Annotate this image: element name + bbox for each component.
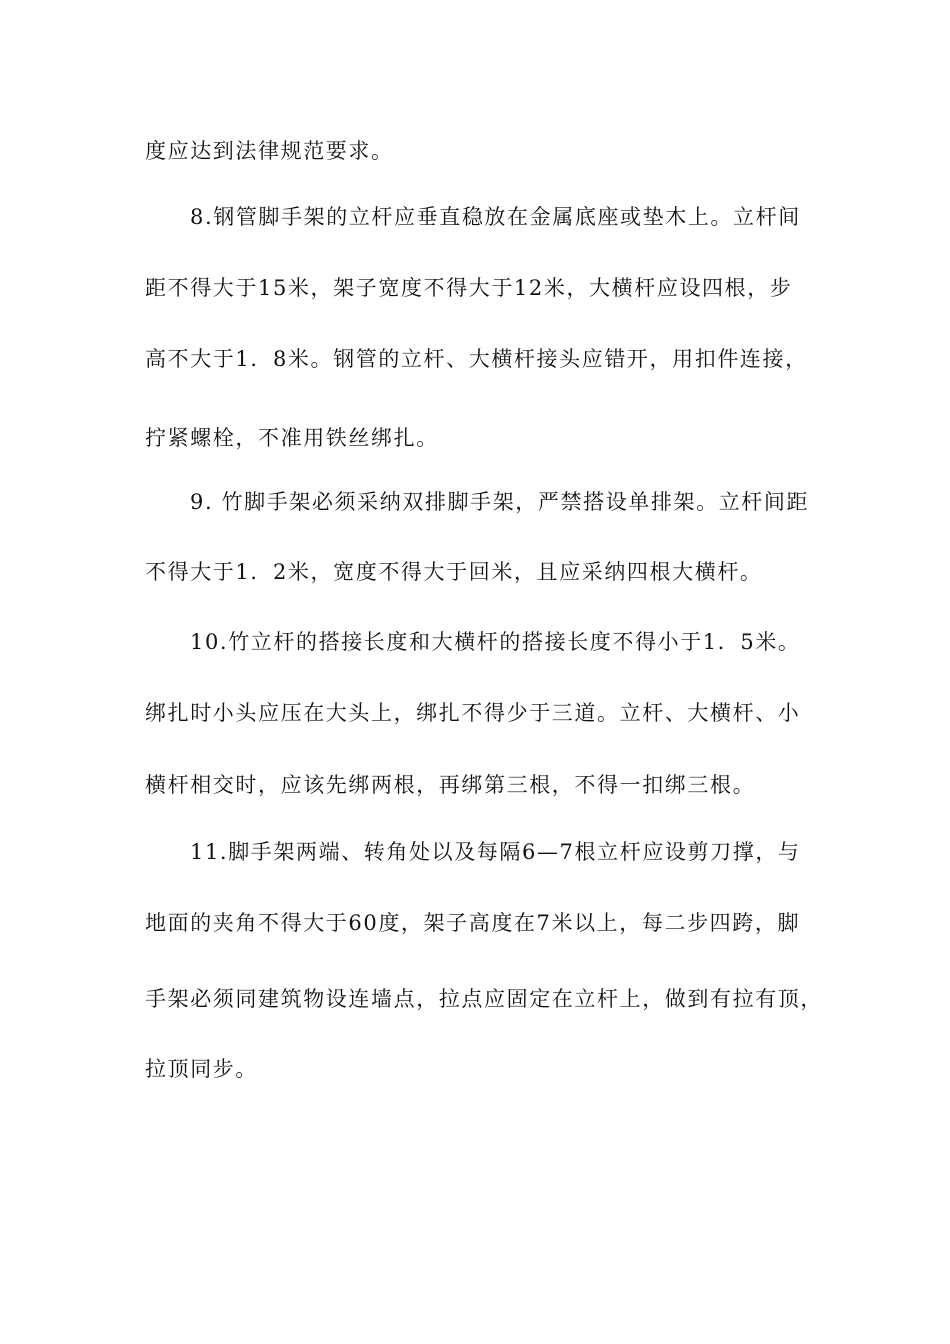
text-line-4: 高不大于1．8米。钢管的立杆、大横杆接头应错开，用扣件连接， [145,347,808,371]
text-line-13: 手架必须同建筑物设连墙点，拉点应固定在立杆上，做到有拉有顶， [145,987,823,1011]
text-line-14: 拉顶同步。 [145,1057,258,1081]
text-line-3: 距不得大于15米，架子宽度不得大于12米，大横杆应设四根，步 [145,276,793,300]
text-line-1: 度应达到法律规范要求。 [145,139,394,163]
text-line-5: 拧紧螺栓，不准用铁丝绑扎。 [145,426,439,450]
text-line-11: 11.脚手架两端、转角处以及每隔6—7根立杆应设剪刀撑，与 [190,840,801,864]
text-line-10: 横杆相交时，应该先绑两根，再绑第三根，不得一扣绑三根。 [145,773,756,797]
text-line-8: 10.竹立杆的搭接长度和大横杆的搭接长度不得小于1．5米。 [190,630,801,654]
text-line-7: 不得大于1．2米，宽度不得大于回米，且应采纳四根大横杆。 [145,560,763,584]
text-line-12: 地面的夹角不得大于60度，架子高度在7米以上，每二步四跨，脚 [145,911,801,935]
text-line-6: 9. 竹脚手架必须采纳双排脚手架，严禁搭设单排架。立杆间距 [190,490,810,514]
text-line-9: 绑扎时小头应压在大头上，绑扎不得少于三道。立杆、大横杆、小 [145,701,801,725]
text-line-2: 8.钢管脚手架的立杆应垂直稳放在金属底座或垫木上。立杆间 [190,205,801,229]
